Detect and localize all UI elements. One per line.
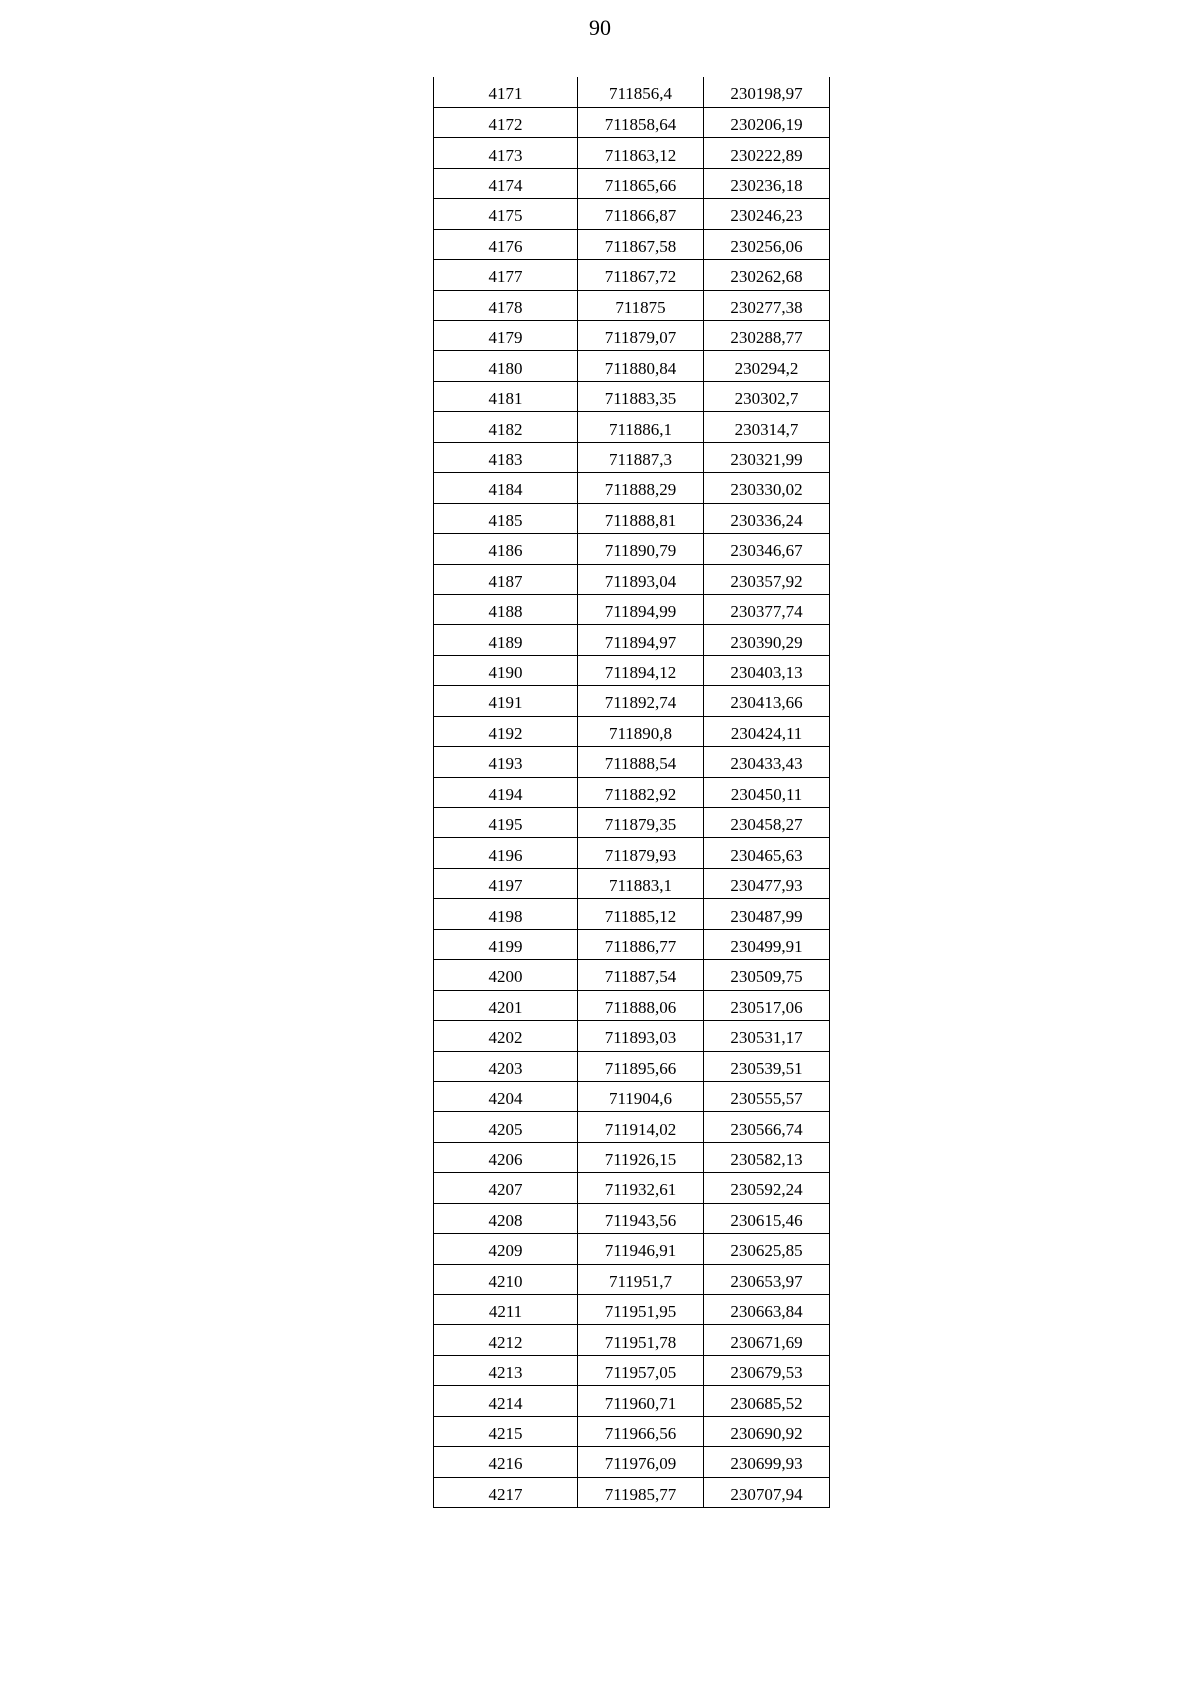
point-number-cell: 4206 [434, 1142, 578, 1172]
x-coordinate-cell: 711894,12 [578, 655, 704, 685]
table-row [434, 199, 830, 229]
x-coordinate-cell: 711890,8 [578, 716, 704, 746]
point-number-cell: 4177 [434, 260, 578, 290]
y-coordinate-cell: 230582,13 [704, 1142, 830, 1172]
x-coordinate-cell: 711943,56 [578, 1203, 704, 1233]
point-number-cell: 4207 [434, 1173, 578, 1203]
y-coordinate-cell: 230699,93 [704, 1447, 830, 1477]
x-coordinate-cell: 711985,77 [578, 1477, 704, 1507]
x-coordinate-cell: 711856,4 [578, 77, 704, 107]
y-coordinate-cell: 230625,85 [704, 1234, 830, 1264]
point-number-cell: 4202 [434, 1021, 578, 1051]
y-coordinate-cell: 230458,27 [704, 808, 830, 838]
table-row [434, 594, 830, 624]
table-row [434, 442, 830, 472]
table-row [434, 1416, 830, 1446]
x-coordinate-cell: 711926,15 [578, 1142, 704, 1172]
y-coordinate-cell: 230277,38 [704, 290, 830, 320]
y-coordinate-cell: 230321,99 [704, 442, 830, 472]
y-coordinate-cell: 230707,94 [704, 1477, 830, 1507]
y-coordinate-cell: 230433,43 [704, 747, 830, 777]
point-number-cell: 4196 [434, 838, 578, 868]
point-number-cell: 4193 [434, 747, 578, 777]
x-coordinate-cell: 711885,12 [578, 899, 704, 929]
point-number-cell: 4189 [434, 625, 578, 655]
y-coordinate-cell: 230206,19 [704, 107, 830, 137]
y-coordinate-cell: 230413,66 [704, 686, 830, 716]
x-coordinate-cell: 711882,92 [578, 777, 704, 807]
y-coordinate-cell: 230403,13 [704, 655, 830, 685]
x-coordinate-cell: 711888,06 [578, 990, 704, 1020]
table-row [434, 534, 830, 564]
x-coordinate-cell: 711932,61 [578, 1173, 704, 1203]
y-coordinate-cell: 230390,29 [704, 625, 830, 655]
point-number-cell: 4179 [434, 321, 578, 351]
table-row [434, 138, 830, 168]
y-coordinate-cell: 230424,11 [704, 716, 830, 746]
x-coordinate-cell: 711883,1 [578, 868, 704, 898]
point-number-cell: 4191 [434, 686, 578, 716]
y-coordinate-cell: 230653,97 [704, 1264, 830, 1294]
y-coordinate-cell: 230517,06 [704, 990, 830, 1020]
point-number-cell: 4213 [434, 1355, 578, 1385]
x-coordinate-cell: 711866,87 [578, 199, 704, 229]
x-coordinate-cell: 711883,35 [578, 381, 704, 411]
y-coordinate-cell: 230294,2 [704, 351, 830, 381]
table-row [434, 1203, 830, 1233]
point-number-cell: 4172 [434, 107, 578, 137]
y-coordinate-cell: 230302,7 [704, 381, 830, 411]
table-row [434, 321, 830, 351]
point-number-cell: 4187 [434, 564, 578, 594]
y-coordinate-cell: 230539,51 [704, 1051, 830, 1081]
table-row [434, 290, 830, 320]
point-number-cell: 4192 [434, 716, 578, 746]
point-number-cell: 4186 [434, 534, 578, 564]
coordinates-table [433, 77, 830, 1508]
y-coordinate-cell: 230450,11 [704, 777, 830, 807]
x-coordinate-cell: 711875 [578, 290, 704, 320]
point-number-cell: 4203 [434, 1051, 578, 1081]
y-coordinate-cell: 230330,02 [704, 473, 830, 503]
table-row [434, 1051, 830, 1081]
table-row [434, 1386, 830, 1416]
y-coordinate-cell: 230690,92 [704, 1416, 830, 1446]
x-coordinate-cell: 711879,93 [578, 838, 704, 868]
y-coordinate-cell: 230663,84 [704, 1295, 830, 1325]
point-number-cell: 4175 [434, 199, 578, 229]
point-number-cell: 4201 [434, 990, 578, 1020]
x-coordinate-cell: 711892,74 [578, 686, 704, 716]
table-row [434, 716, 830, 746]
x-coordinate-cell: 711914,02 [578, 1112, 704, 1142]
point-number-cell: 4182 [434, 412, 578, 442]
point-number-cell: 4183 [434, 442, 578, 472]
x-coordinate-cell: 711966,56 [578, 1416, 704, 1446]
x-coordinate-cell: 711858,64 [578, 107, 704, 137]
point-number-cell: 4198 [434, 899, 578, 929]
point-number-cell: 4197 [434, 868, 578, 898]
y-coordinate-cell: 230262,68 [704, 260, 830, 290]
x-coordinate-cell: 711951,7 [578, 1264, 704, 1294]
point-number-cell: 4195 [434, 808, 578, 838]
table-row [434, 1355, 830, 1385]
y-coordinate-cell: 230256,06 [704, 229, 830, 259]
point-number-cell: 4205 [434, 1112, 578, 1142]
y-coordinate-cell: 230592,24 [704, 1173, 830, 1203]
table-row [434, 107, 830, 137]
point-number-cell: 4209 [434, 1234, 578, 1264]
table-row [434, 473, 830, 503]
x-coordinate-cell: 711880,84 [578, 351, 704, 381]
table-row [434, 929, 830, 959]
x-coordinate-cell: 711957,05 [578, 1355, 704, 1385]
y-coordinate-cell: 230679,53 [704, 1355, 830, 1385]
x-coordinate-cell: 711895,66 [578, 1051, 704, 1081]
point-number-cell: 4181 [434, 381, 578, 411]
y-coordinate-cell: 230465,63 [704, 838, 830, 868]
point-number-cell: 4214 [434, 1386, 578, 1416]
y-coordinate-cell: 230555,57 [704, 1081, 830, 1111]
table-row [434, 1173, 830, 1203]
y-coordinate-cell: 230346,67 [704, 534, 830, 564]
x-coordinate-cell: 711888,29 [578, 473, 704, 503]
y-coordinate-cell: 230288,77 [704, 321, 830, 351]
x-coordinate-cell: 711888,54 [578, 747, 704, 777]
table-row [434, 564, 830, 594]
x-coordinate-cell: 711887,3 [578, 442, 704, 472]
table-row [434, 747, 830, 777]
x-coordinate-cell: 711887,54 [578, 960, 704, 990]
x-coordinate-cell: 711865,66 [578, 168, 704, 198]
x-coordinate-cell: 711867,72 [578, 260, 704, 290]
table-row [434, 625, 830, 655]
table-row [434, 1081, 830, 1111]
table-row [434, 77, 830, 107]
y-coordinate-cell: 230509,75 [704, 960, 830, 990]
x-coordinate-cell: 711946,91 [578, 1234, 704, 1264]
table-row [434, 1142, 830, 1172]
point-number-cell: 4217 [434, 1477, 578, 1507]
point-number-cell: 4208 [434, 1203, 578, 1233]
y-coordinate-cell: 230314,7 [704, 412, 830, 442]
x-coordinate-cell: 711886,1 [578, 412, 704, 442]
table-row [434, 381, 830, 411]
y-coordinate-cell: 230566,74 [704, 1112, 830, 1142]
point-number-cell: 4190 [434, 655, 578, 685]
table-row [434, 412, 830, 442]
y-coordinate-cell: 230336,24 [704, 503, 830, 533]
y-coordinate-cell: 230671,69 [704, 1325, 830, 1355]
table-row [434, 655, 830, 685]
page-number: 90 [589, 15, 611, 40]
x-coordinate-cell: 711894,99 [578, 594, 704, 624]
x-coordinate-cell: 711879,07 [578, 321, 704, 351]
table-row [434, 503, 830, 533]
point-number-cell: 4173 [434, 138, 578, 168]
table-row [434, 260, 830, 290]
table-row [434, 990, 830, 1020]
x-coordinate-cell: 711890,79 [578, 534, 704, 564]
y-coordinate-cell: 230531,17 [704, 1021, 830, 1051]
point-number-cell: 4199 [434, 929, 578, 959]
table-row [434, 1447, 830, 1477]
x-coordinate-cell: 711888,81 [578, 503, 704, 533]
table-row [434, 1477, 830, 1507]
table-row [434, 1112, 830, 1142]
x-coordinate-cell: 711951,78 [578, 1325, 704, 1355]
point-number-cell: 4216 [434, 1447, 578, 1477]
point-number-cell: 4210 [434, 1264, 578, 1294]
x-coordinate-cell: 711863,12 [578, 138, 704, 168]
point-number-cell: 4200 [434, 960, 578, 990]
table-row [434, 351, 830, 381]
y-coordinate-cell: 230615,46 [704, 1203, 830, 1233]
x-coordinate-cell: 711960,71 [578, 1386, 704, 1416]
point-number-cell: 4178 [434, 290, 578, 320]
table-row [434, 960, 830, 990]
table-row [434, 899, 830, 929]
y-coordinate-cell: 230222,89 [704, 138, 830, 168]
table-row [434, 777, 830, 807]
x-coordinate-cell: 711951,95 [578, 1295, 704, 1325]
y-coordinate-cell: 230357,92 [704, 564, 830, 594]
table-row [434, 1325, 830, 1355]
y-coordinate-cell: 230685,52 [704, 1386, 830, 1416]
table-row [434, 1234, 830, 1264]
y-coordinate-cell: 230487,99 [704, 899, 830, 929]
point-number-cell: 4204 [434, 1081, 578, 1111]
x-coordinate-cell: 711976,09 [578, 1447, 704, 1477]
table-row [434, 1264, 830, 1294]
table-row [434, 868, 830, 898]
coordinates-table-body [434, 77, 830, 1508]
point-number-cell: 4176 [434, 229, 578, 259]
x-coordinate-cell: 711893,04 [578, 564, 704, 594]
table-row [434, 229, 830, 259]
table-row [434, 808, 830, 838]
point-number-cell: 4180 [434, 351, 578, 381]
y-coordinate-cell: 230236,18 [704, 168, 830, 198]
table-row [434, 1021, 830, 1051]
y-coordinate-cell: 230377,74 [704, 594, 830, 624]
y-coordinate-cell: 230246,23 [704, 199, 830, 229]
point-number-cell: 4212 [434, 1325, 578, 1355]
table-row [434, 1295, 830, 1325]
table-row [434, 168, 830, 198]
y-coordinate-cell: 230477,93 [704, 868, 830, 898]
point-number-cell: 4185 [434, 503, 578, 533]
x-coordinate-cell: 711893,03 [578, 1021, 704, 1051]
x-coordinate-cell: 711867,58 [578, 229, 704, 259]
point-number-cell: 4215 [434, 1416, 578, 1446]
x-coordinate-cell: 711894,97 [578, 625, 704, 655]
x-coordinate-cell: 711904,6 [578, 1081, 704, 1111]
x-coordinate-cell: 711886,77 [578, 929, 704, 959]
y-coordinate-cell: 230499,91 [704, 929, 830, 959]
y-coordinate-cell: 230198,97 [704, 77, 830, 107]
point-number-cell: 4171 [434, 77, 578, 107]
point-number-cell: 4188 [434, 594, 578, 624]
table-row [434, 838, 830, 868]
table-row [434, 686, 830, 716]
x-coordinate-cell: 711879,35 [578, 808, 704, 838]
point-number-cell: 4211 [434, 1295, 578, 1325]
point-number-cell: 4194 [434, 777, 578, 807]
point-number-cell: 4184 [434, 473, 578, 503]
point-number-cell: 4174 [434, 168, 578, 198]
